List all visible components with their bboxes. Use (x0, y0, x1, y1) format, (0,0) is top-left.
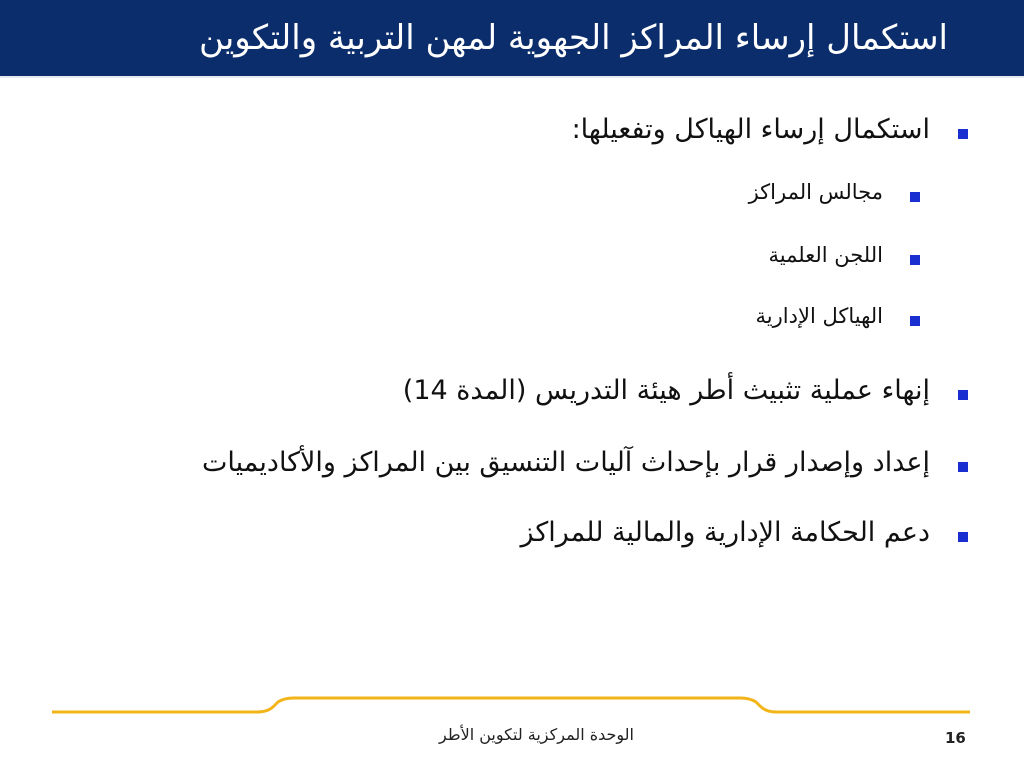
bullet-text: استكمال إرساء الهياكل وتفعيلها: (571, 114, 930, 145)
bullet-item (38, 110, 968, 150)
sub-bullet-item (38, 176, 968, 208)
bullet-text: إنهاء عملية تثبيث أطر هيئة التدريس (المدة 14) (402, 375, 930, 406)
footer-text: الوحدة المركزية لتكوين الأطر (439, 725, 634, 744)
sub-bullet-item (38, 300, 968, 332)
bullet-item (38, 443, 968, 483)
square-bullet-icon (958, 129, 968, 139)
sub-bullet-text: مجالس المراكز (748, 180, 883, 204)
footer-line (0, 690, 1024, 730)
sub-bullet-item (38, 239, 968, 271)
sub-bullet-text: اللجن العلمية (768, 243, 883, 267)
title-bar (0, 0, 1024, 78)
square-bullet-icon (910, 192, 920, 202)
bullet-item (38, 371, 968, 411)
bullet-list (38, 104, 968, 553)
square-bullet-icon (958, 532, 968, 542)
bullet-item (38, 513, 968, 553)
square-bullet-icon (910, 316, 920, 326)
slide-title: استكمال إرساء المراكز الجهوية لمهن التربية والتكوين (198, 18, 948, 58)
bullet-text: إعداد وإصدار قرار بإحداث آليات التنسيق بين المراكز والأكاديميات (202, 447, 930, 478)
square-bullet-icon (958, 462, 968, 472)
sub-bullet-text: الهياكل الإدارية (755, 304, 883, 328)
square-bullet-icon (958, 390, 968, 400)
bullet-text: دعم الحكامة الإدارية والمالية للمراكز (520, 517, 930, 548)
square-bullet-icon (910, 255, 920, 265)
page-number: 16 (945, 729, 966, 747)
